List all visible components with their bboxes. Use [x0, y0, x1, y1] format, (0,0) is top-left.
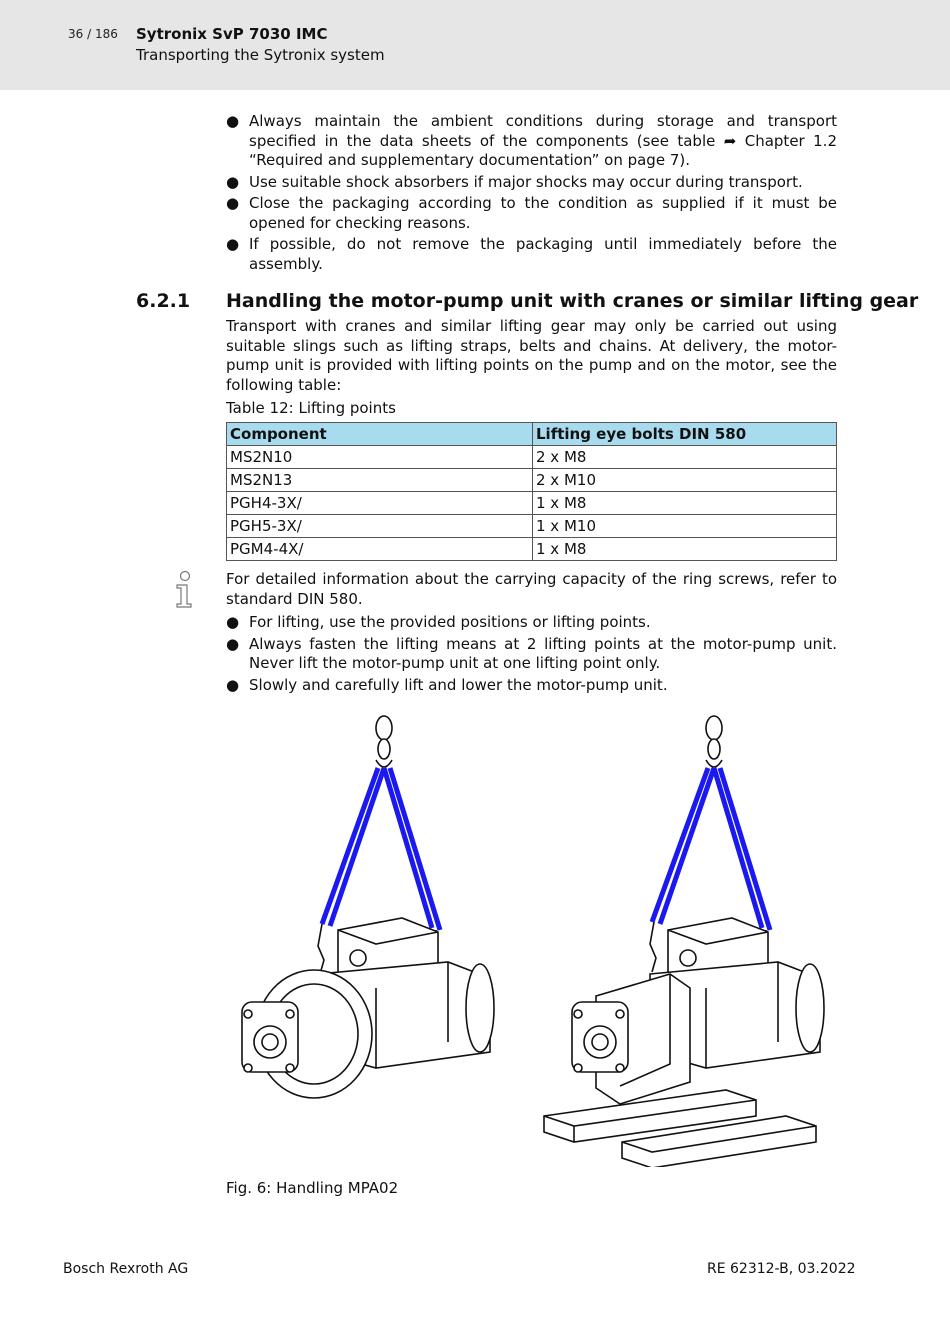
- table-cell: 2 x M8: [533, 446, 837, 469]
- info-icon: [172, 570, 196, 608]
- table-cell: PGH4-3X/: [227, 492, 533, 515]
- list-item: ● If possible, do not remove the packaging until immediately before the assembly.: [226, 235, 837, 273]
- table-header-cell: Lifting eye bolts DIN 580: [533, 423, 837, 446]
- table-cell: PGH5-3X/: [227, 515, 533, 538]
- list-item: ● For lifting, use the provided positions or lifting points.: [226, 613, 651, 631]
- lifting-points-table: [226, 422, 837, 561]
- table-row: [227, 538, 837, 561]
- list-item: ● Close the packaging according to the condition as supplied if it must be opened for checking reasons.: [226, 194, 837, 232]
- table-cell: 1 x M8: [533, 538, 837, 561]
- page-number: 36 / 186: [68, 27, 118, 41]
- section-number: 6.2.1: [136, 290, 191, 312]
- bottom-bullet-list-container: [226, 613, 837, 697]
- section-intro: Transport with cranes and similar lifting gear may only be carried out using suitable slings such as lifting straps, belts and chains. At delivery, the motor-pump unit is provided with lifting points on the pump and on the motor, see the following table:: [226, 317, 837, 394]
- table-cell: 2 x M10: [533, 469, 837, 492]
- table-cell: MS2N10: [227, 446, 533, 469]
- list-item: ● Always maintain the ambient conditions during storage and transport specified in the data sheets of the components (see table ➦ Chapter 1.2 “Required and supplementary documentation” on page 7).: [226, 112, 837, 169]
- bullet-icon: ●: [226, 675, 240, 694]
- table-row: [227, 469, 837, 492]
- list-item: ● Slowly and carefully lift and lower the motor-pump unit.: [226, 675, 668, 694]
- bullet-icon: ●: [226, 194, 240, 212]
- bullet-icon: ●: [226, 613, 240, 631]
- note-container: [226, 570, 837, 609]
- page-header: [0, 0, 950, 90]
- table-row: [227, 515, 837, 538]
- note-text: For detailed information about the carrying capacity of the ring screws, refer to standard DIN 580.: [226, 570, 837, 608]
- sling-strap: [322, 768, 440, 930]
- table-row: [227, 446, 837, 469]
- motor-pump-unit-right: [544, 716, 824, 1167]
- table-cell: 1 x M8: [533, 492, 837, 515]
- table-row: [227, 492, 837, 515]
- table-caption: Table 12: Lifting points: [226, 399, 396, 417]
- footer-doc-ref: RE 62312-B, 03.2022: [707, 1261, 856, 1277]
- top-bullet-list: [226, 112, 837, 274]
- bullet-icon: ●: [226, 112, 240, 130]
- motor-pump-unit-left: [242, 716, 494, 1098]
- table-cell: 1 x M10: [533, 515, 837, 538]
- bullet-icon: ●: [226, 172, 240, 191]
- table-cell: MS2N13: [227, 469, 533, 492]
- figure-caption: Fig. 6: Handling MPA02: [226, 1179, 399, 1197]
- footer-company: Bosch Rexroth AG: [63, 1261, 189, 1277]
- table-cell: PGM4-4X/: [227, 538, 533, 561]
- document-title: Sytronix SvP 7030 IMC: [136, 25, 328, 43]
- section-title: Handling the motor-pump unit with cranes or similar lifting gear: [226, 290, 919, 312]
- list-item: ● Use suitable shock absorbers if major shocks may occur during transport.: [226, 172, 803, 191]
- section-intro-container: [226, 317, 837, 395]
- bullet-icon: ●: [226, 634, 240, 653]
- list-item: ● Always fasten the lifting means at 2 lifting points at the motor-pump unit. Never lift the motor-pump unit at one lifting point only.: [226, 634, 837, 672]
- bottom-bullet-list: [226, 613, 837, 695]
- document-subtitle: Transporting the Sytronix system: [136, 46, 385, 64]
- table-header-row: [227, 423, 837, 446]
- top-bullet-list-container: [226, 112, 837, 276]
- sling-strap: [652, 768, 770, 930]
- table-header-cell: Component: [227, 423, 533, 446]
- bullet-icon: ●: [226, 235, 240, 253]
- figure-handling-mpa02: [226, 712, 838, 1167]
